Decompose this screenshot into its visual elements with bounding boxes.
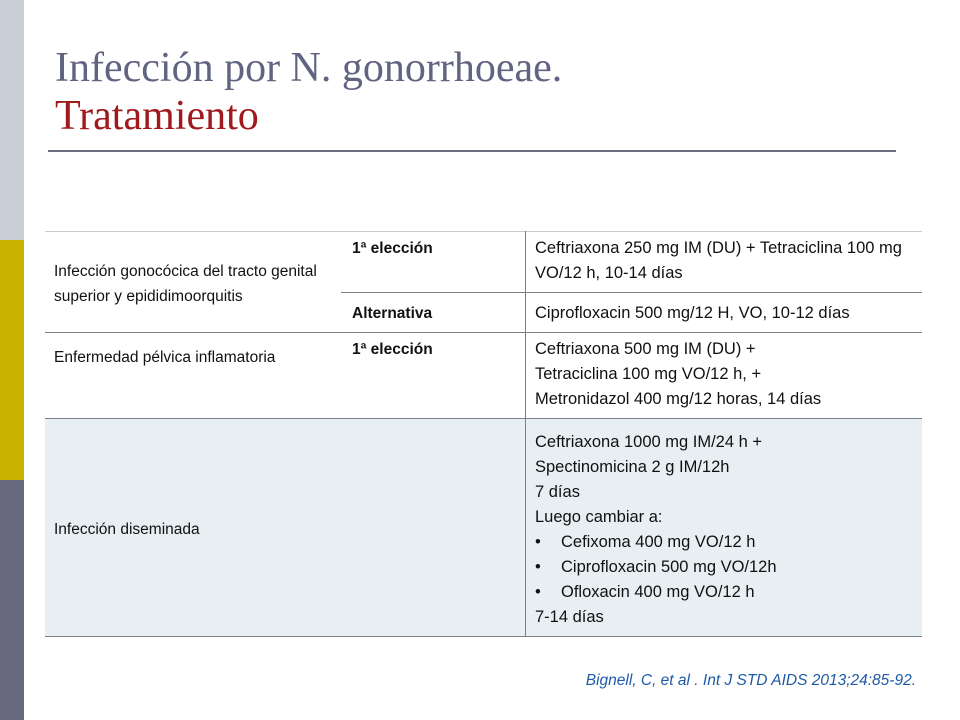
choice-cell: 1ª elección (341, 232, 526, 293)
bullet-icon: • (535, 533, 541, 551)
regimen-line: Spectinomicina 2 g IM/12h (535, 458, 730, 476)
regimen-cell (526, 293, 923, 333)
list-item (535, 555, 914, 580)
choice-cell: Alternativa (341, 293, 526, 333)
regimen-line: Tetraciclina 100 mg VO/12 h, + (535, 365, 762, 383)
list-item-text: Cefixoma 400 mg VO/12 h (561, 533, 756, 551)
citation: Bignell, C, et al . Int J STD AIDS 2013;24:85-92. (585, 672, 916, 689)
table-row (45, 333, 922, 419)
condition-cell: Infección diseminada (45, 419, 341, 637)
slide-title (55, 44, 562, 140)
choice-cell: 1ª elección (341, 333, 526, 419)
regimen-line: Luego cambiar a: (535, 508, 663, 526)
condition-cell: Enfermedad pélvica inflamatoria (45, 333, 341, 419)
list-item-text: Ciprofloxacin 500 mg VO/12h (561, 558, 777, 576)
treatment-table (45, 231, 922, 637)
table-row (45, 419, 922, 637)
bullet-icon: • (535, 583, 541, 601)
side-bar-middle (0, 240, 24, 480)
side-bar-top (0, 0, 24, 240)
title-divider (48, 150, 896, 152)
regimen-line: 7 días (535, 483, 580, 501)
list-item (535, 530, 914, 555)
regimen-line: Metronidazol 400 mg/12 horas, 14 días (535, 390, 822, 408)
regimen-cell (526, 333, 923, 419)
regimen-line: Ceftriaxona 500 mg IM (DU) + (535, 340, 756, 358)
choice-cell (341, 419, 526, 637)
list-item (535, 580, 914, 605)
regimen-line: 7-14 días (535, 608, 604, 626)
regimen-line: Ciprofloxacin 500 mg/12 H, VO, 10-12 días (535, 304, 850, 322)
regimen-line: Ceftriaxona 250 mg IM (DU) + Tetraciclina 100 mg VO/12 h, 10-14 días (535, 239, 902, 282)
regimen-cell (526, 232, 923, 293)
regimen-cell (526, 419, 923, 637)
bullet-list (535, 530, 914, 605)
side-bar-bottom (0, 480, 24, 720)
bullet-icon: • (535, 558, 541, 576)
list-item-text: Ofloxacin 400 mg VO/12 h (561, 583, 755, 601)
title-line-2: Tratamiento (55, 93, 259, 139)
title-line-1: Infección por N. gonorrhoeae. (55, 45, 563, 91)
regimen-line: Ceftriaxona 1000 mg IM/24 h + (535, 433, 763, 451)
condition-cell: Infección gonocócica del tracto genital superior y epididimoorquitis (45, 232, 341, 333)
table-row (45, 232, 922, 293)
